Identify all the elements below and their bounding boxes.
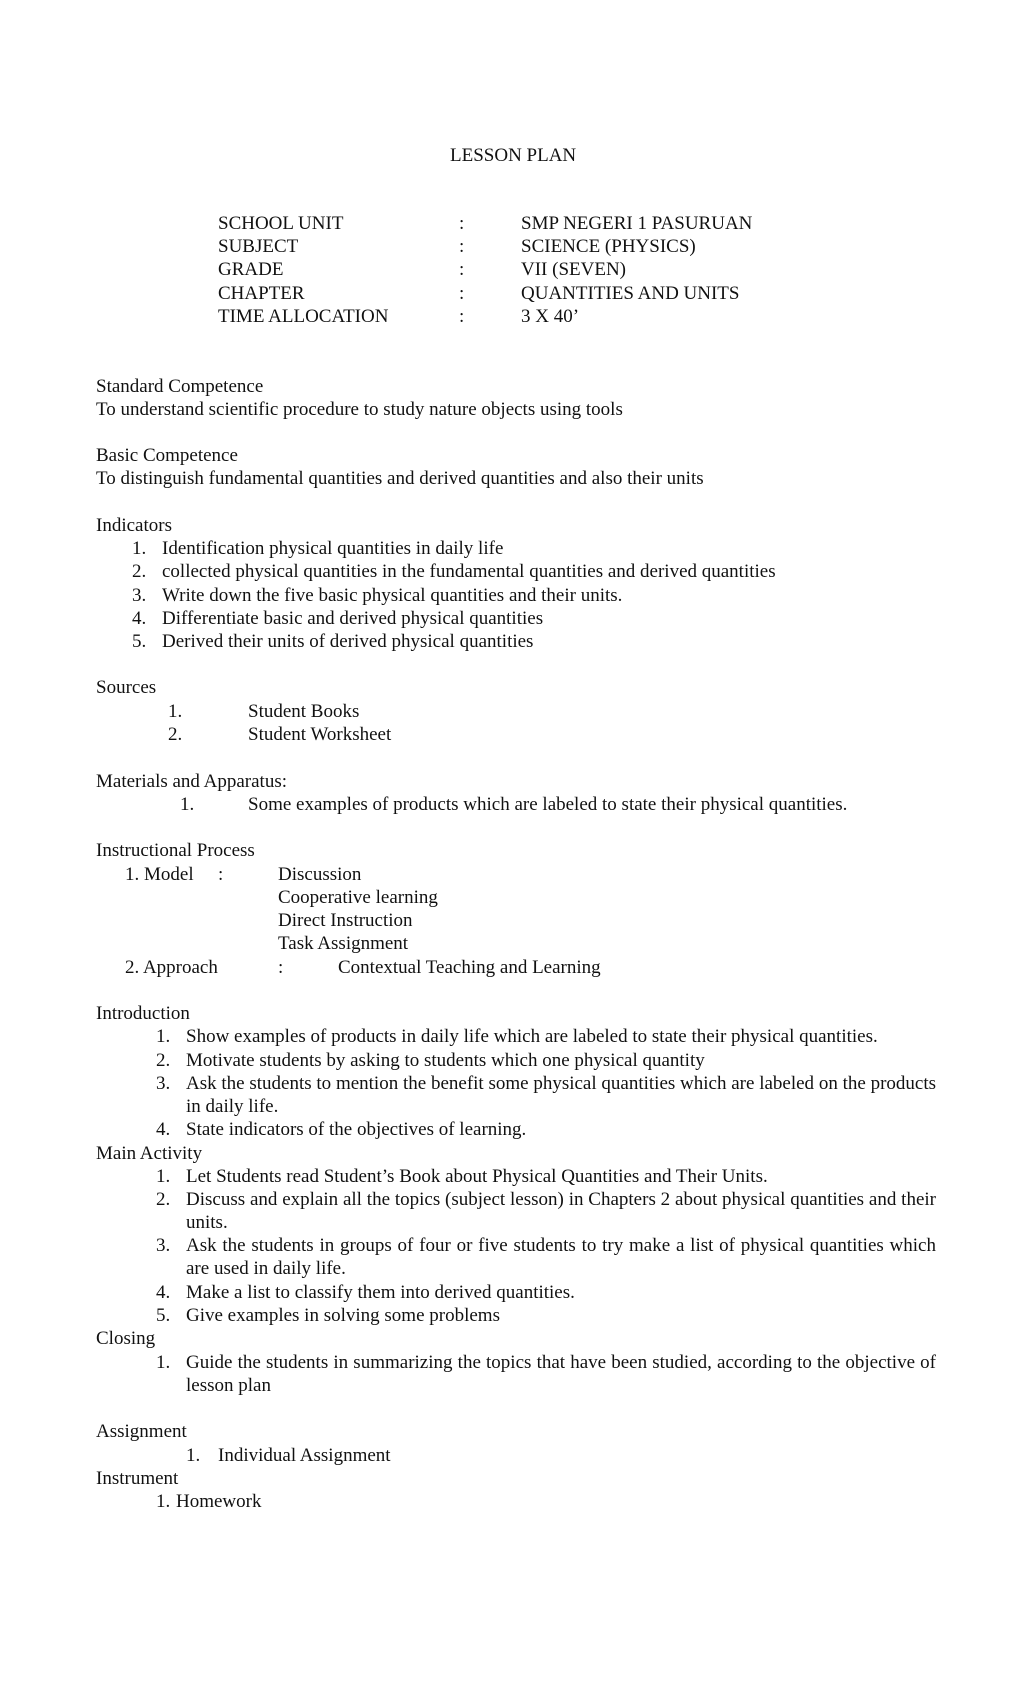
info-colon: : <box>459 259 465 280</box>
closing-heading: Closing <box>96 1328 156 1349</box>
indicator-item: Derived their units of derived physical quantities <box>162 631 534 652</box>
indicator-item: Differentiate basic and derived physical quantities <box>162 608 544 629</box>
introduction-number: 1. <box>156 1026 171 1047</box>
indicator-item: collected physical quantities in the fundamental quantities and derived quantities <box>162 561 776 582</box>
introduction-number: 2. <box>156 1050 171 1071</box>
info-value: VII (SEVEN) <box>521 259 627 280</box>
material-item: Some examples of products which are labeled to state their physical quantities. <box>248 794 848 815</box>
indicators-heading: Indicators <box>96 515 172 536</box>
closing-item: Guide the students in summarizing the topics that have been studied, according to the objective of lesson plan <box>186 1352 936 1396</box>
info-colon: : <box>459 283 465 304</box>
standard-competence-heading: Standard Competence <box>96 376 264 397</box>
main-activity-item: Ask the students in groups of four or five students to try make a list of physical quantities which are used in daily life. <box>186 1235 936 1279</box>
info-label: GRADE <box>218 259 284 280</box>
introduction-heading: Introduction <box>96 1003 190 1024</box>
instructional-process-heading: Instructional Process <box>96 840 255 861</box>
sources-heading: Sources <box>96 677 157 698</box>
source-number: 1. <box>168 701 183 722</box>
closing-number: 1. <box>156 1352 171 1373</box>
approach-label: 2. Approach <box>125 957 218 978</box>
indicator-number: 3. <box>132 585 147 606</box>
main-activity-number: 4. <box>156 1282 171 1303</box>
info-colon: : <box>459 236 465 257</box>
info-label: TIME ALLOCATION <box>218 306 389 327</box>
main-activity-number: 3. <box>156 1235 171 1256</box>
introduction-item: Show examples of products in daily life which are labeled to state their physical quantities. <box>186 1026 878 1047</box>
material-number: 1. <box>180 794 195 815</box>
main-activity-item: Let Students read Student’s Book about Physical Quantities and Their Units. <box>186 1166 768 1187</box>
assignment-heading: Assignment <box>96 1421 187 1442</box>
info-value: SMP NEGERI 1 PASURUAN <box>521 213 753 234</box>
main-activity-item: Make a list to classify them into derived quantities. <box>186 1282 575 1303</box>
info-colon: : <box>459 213 465 234</box>
basic-competence-text: To distinguish fundamental quantities and derived quantities and also their units <box>96 468 704 489</box>
instrument-heading: Instrument <box>96 1468 179 1489</box>
assignment-number: 1. <box>186 1445 201 1466</box>
info-label: CHAPTER <box>218 283 305 304</box>
assignment-item: Individual Assignment <box>218 1445 391 1466</box>
model-item: Cooperative learning <box>278 887 438 908</box>
info-colon: : <box>459 306 465 327</box>
source-item: Student Worksheet <box>248 724 392 745</box>
indicator-item: Identification physical quantities in daily life <box>162 538 504 559</box>
indicator-item: Write down the five basic physical quantities and their units. <box>162 585 623 606</box>
indicator-number: 4. <box>132 608 147 629</box>
page-title: LESSON PLAN <box>450 145 577 166</box>
main-activity-heading: Main Activity <box>96 1143 203 1164</box>
info-value: 3 X 40’ <box>521 306 580 327</box>
approach-value: Contextual Teaching and Learning <box>338 957 601 978</box>
main-activity-number: 2. <box>156 1189 171 1210</box>
model-item: Discussion <box>278 864 362 885</box>
indicator-number: 1. <box>132 538 147 559</box>
introduction-item: Motivate students by asking to students which one physical quantity <box>186 1050 705 1071</box>
instrument-item: Homework <box>176 1491 262 1512</box>
main-activity-item: Discuss and explain all the topics (subject lesson) in Chapters 2 about physical quantities and their units. <box>186 1189 936 1233</box>
introduction-item: State indicators of the objectives of learning. <box>186 1119 527 1140</box>
main-activity-number: 1. <box>156 1166 171 1187</box>
model-label: 1. Model <box>125 864 194 885</box>
indicator-number: 2. <box>132 561 147 582</box>
info-label: SUBJECT <box>218 236 299 257</box>
introduction-number: 3. <box>156 1073 171 1094</box>
info-value: QUANTITIES AND UNITS <box>521 283 740 304</box>
info-label: SCHOOL UNIT <box>218 213 344 234</box>
info-value: SCIENCE (PHYSICS) <box>521 236 696 257</box>
source-item: Student Books <box>248 701 360 722</box>
model-colon: : <box>218 864 224 885</box>
model-item: Direct Instruction <box>278 910 413 931</box>
approach-colon: : <box>278 957 284 978</box>
introduction-number: 4. <box>156 1119 171 1140</box>
basic-competence-heading: Basic Competence <box>96 445 238 466</box>
materials-heading: Materials and Apparatus: <box>96 771 288 792</box>
main-activity-item: Give examples in solving some problems <box>186 1305 500 1326</box>
standard-competence-text: To understand scientific procedure to study nature objects using tools <box>96 399 623 420</box>
introduction-item: Ask the students to mention the benefit some physical quantities which are labeled on the products in daily life. <box>186 1073 936 1117</box>
instrument-number: 1. <box>156 1491 171 1512</box>
model-item: Task Assignment <box>278 933 409 954</box>
indicator-number: 5. <box>132 631 147 652</box>
source-number: 2. <box>168 724 183 745</box>
main-activity-number: 5. <box>156 1305 171 1326</box>
